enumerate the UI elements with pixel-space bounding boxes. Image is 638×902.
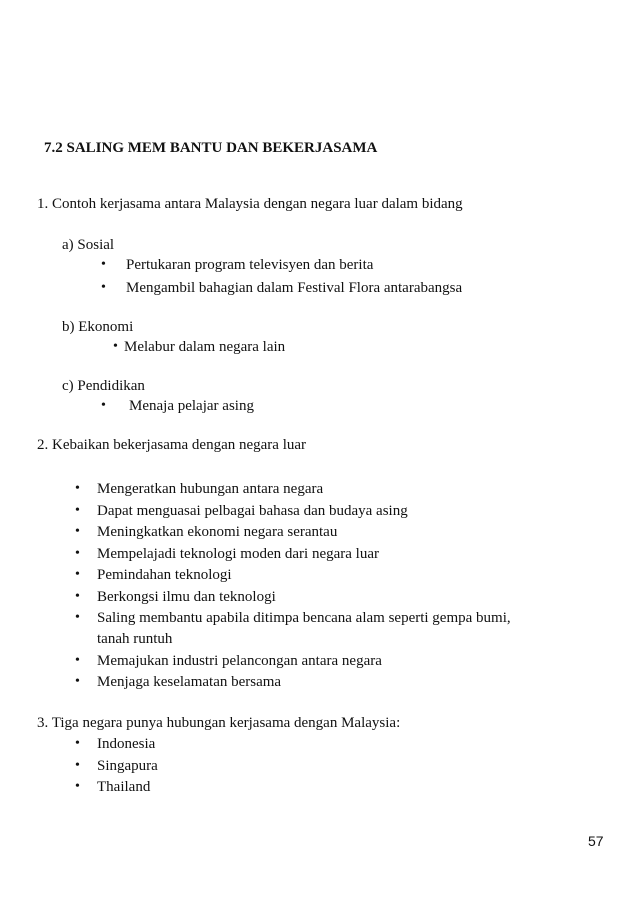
- bullet: •: [101, 280, 106, 295]
- bullet: •: [75, 546, 80, 561]
- bullet: •: [75, 736, 80, 751]
- list-item: Dapat menguasai pelbagai bahasa dan budaya asing: [97, 503, 408, 519]
- list-item: Saling membantu apabila ditimpa bencana alam seperti gempa bumi,: [97, 610, 511, 626]
- bullet: •: [75, 481, 80, 496]
- social-label: a) Sosial: [62, 237, 115, 253]
- economy-label: b) Ekonomi: [62, 319, 134, 335]
- bullet: •: [75, 567, 80, 582]
- social-item: Pertukaran program televisyen dan berita: [126, 257, 374, 273]
- bullet: •: [101, 398, 106, 413]
- section3-title: 3. Tiga negara punya hubungan kerjasama dengan Malaysia:: [37, 715, 401, 731]
- section1-title: 1. Contoh kerjasama antara Malaysia dengan negara luar dalam bidang: [37, 196, 463, 212]
- bullet: •: [101, 257, 106, 272]
- bullet: •: [75, 674, 80, 689]
- bullet: •: [75, 758, 80, 773]
- list-item: Mengeratkan hubungan antara negara: [97, 481, 324, 497]
- list-item: Memajukan industri pelancongan antara negara: [97, 653, 382, 669]
- page-number: 57: [588, 833, 604, 849]
- list-item: Pemindahan teknologi: [97, 567, 232, 583]
- list-item: Berkongsi ilmu dan teknologi: [97, 589, 276, 605]
- bullet: •: [75, 589, 80, 604]
- country-item: Singapura: [97, 758, 158, 774]
- bullet: •: [75, 503, 80, 518]
- country-item: Thailand: [97, 779, 151, 795]
- economy-item: Melabur dalam negara lain: [124, 339, 286, 355]
- bullet: •: [75, 524, 80, 539]
- section-heading: 7.2 SALING MEM BANTU DAN BEKERJASAMA: [44, 140, 378, 156]
- list-item-continuation: tanah runtuh: [97, 631, 173, 647]
- bullet: •: [113, 339, 118, 354]
- education-label: c) Pendidikan: [62, 378, 145, 394]
- country-item: Indonesia: [97, 736, 156, 752]
- section2-title: 2. Kebaikan bekerjasama dengan negara luar: [37, 437, 307, 453]
- list-item: Meningkatkan ekonomi negara serantau: [97, 524, 338, 540]
- social-item: Mengambil bahagian dalam Festival Flora antarabangsa: [126, 280, 463, 296]
- bullet: •: [75, 610, 80, 625]
- list-item: Mempelajadi teknologi moden dari negara luar: [97, 546, 379, 562]
- bullet: •: [75, 653, 80, 668]
- bullet: •: [75, 779, 80, 794]
- education-item: Menaja pelajar asing: [129, 398, 254, 414]
- list-item: Menjaga keselamatan bersama: [97, 674, 282, 690]
